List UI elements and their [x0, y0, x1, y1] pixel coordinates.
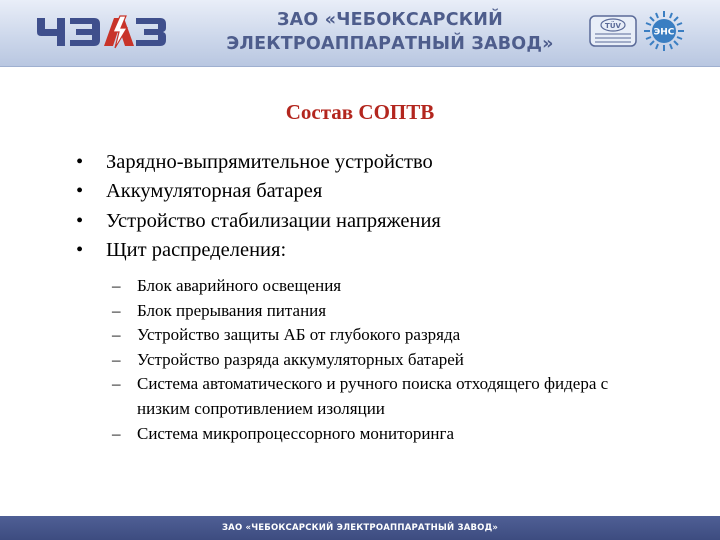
sub-list-item: [112, 422, 637, 447]
footer-text: ЗАО «ЧЕБОКСАРСКИЙ ЭЛЕКТРОАППАРАТНЫЙ ЗАВОД»: [221, 523, 499, 533]
partner-logo-icon: [642, 9, 686, 53]
tuv-certification-icon: [589, 15, 637, 47]
sub-list-item-text: Система микропроцессорного мониторинга: [137, 423, 455, 443]
dash-marker: –: [112, 276, 121, 295]
sub-list-item: [112, 299, 637, 324]
sub-list-item-text: Устройство разряда аккумуляторных батарей: [137, 349, 464, 369]
sub-list-item-text: Блок прерывания питания: [137, 300, 327, 320]
bullet-marker: •: [76, 238, 84, 261]
list-item-text: Щит распределения:: [106, 238, 287, 261]
sub-list-item-text: Устройство защиты АБ от глубокого разряда: [137, 325, 461, 345]
company-name-line2: ЭЛЕКТРОАППАРАТНЫЙ ЗАВОД»: [226, 34, 554, 54]
list-item: [72, 177, 441, 206]
company-name: [212, 8, 568, 56]
sub-list-item: [112, 348, 637, 373]
svg-text:ЭНС: ЭНС: [653, 27, 675, 38]
company-logo: [34, 14, 169, 50]
dash-marker: –: [112, 300, 121, 320]
main-bullet-list: [72, 148, 441, 265]
dash-marker: –: [112, 349, 121, 369]
bullet-marker: •: [76, 180, 84, 203]
sub-list-item-text: Блок аварийного освещения: [137, 276, 342, 295]
list-item-text: Аккумуляторная батарея: [106, 180, 323, 203]
list-item: [72, 236, 441, 265]
dash-marker: –: [112, 325, 121, 345]
list-item-text: Устройство стабилизации напряжения: [106, 209, 441, 232]
list-item-text: Зарядно-выпрямительное устройство: [106, 151, 433, 173]
sub-list-item: [112, 323, 637, 348]
dash-marker: –: [112, 423, 121, 443]
header-band: [0, 0, 720, 67]
dash-marker: –: [112, 374, 121, 394]
svg-text:TÜV: TÜV: [605, 22, 621, 30]
list-item: [72, 207, 441, 236]
sub-list-item: [112, 274, 637, 299]
sub-list-item: [112, 372, 637, 421]
sub-list-item-text: Система автоматического и ручного поиска отходящего фидера с низким сопротивлением изоляции: [137, 374, 609, 418]
list-item: [72, 148, 441, 177]
slide-title: Состав СОПТВ: [285, 100, 435, 124]
footer-band: [0, 516, 720, 540]
bullet-marker: •: [76, 151, 84, 173]
sub-bullet-list: [112, 274, 637, 446]
company-name-line1: ЗАО «ЧЕБОКСАРСКИЙ: [277, 10, 503, 30]
bullet-marker: •: [76, 209, 84, 232]
